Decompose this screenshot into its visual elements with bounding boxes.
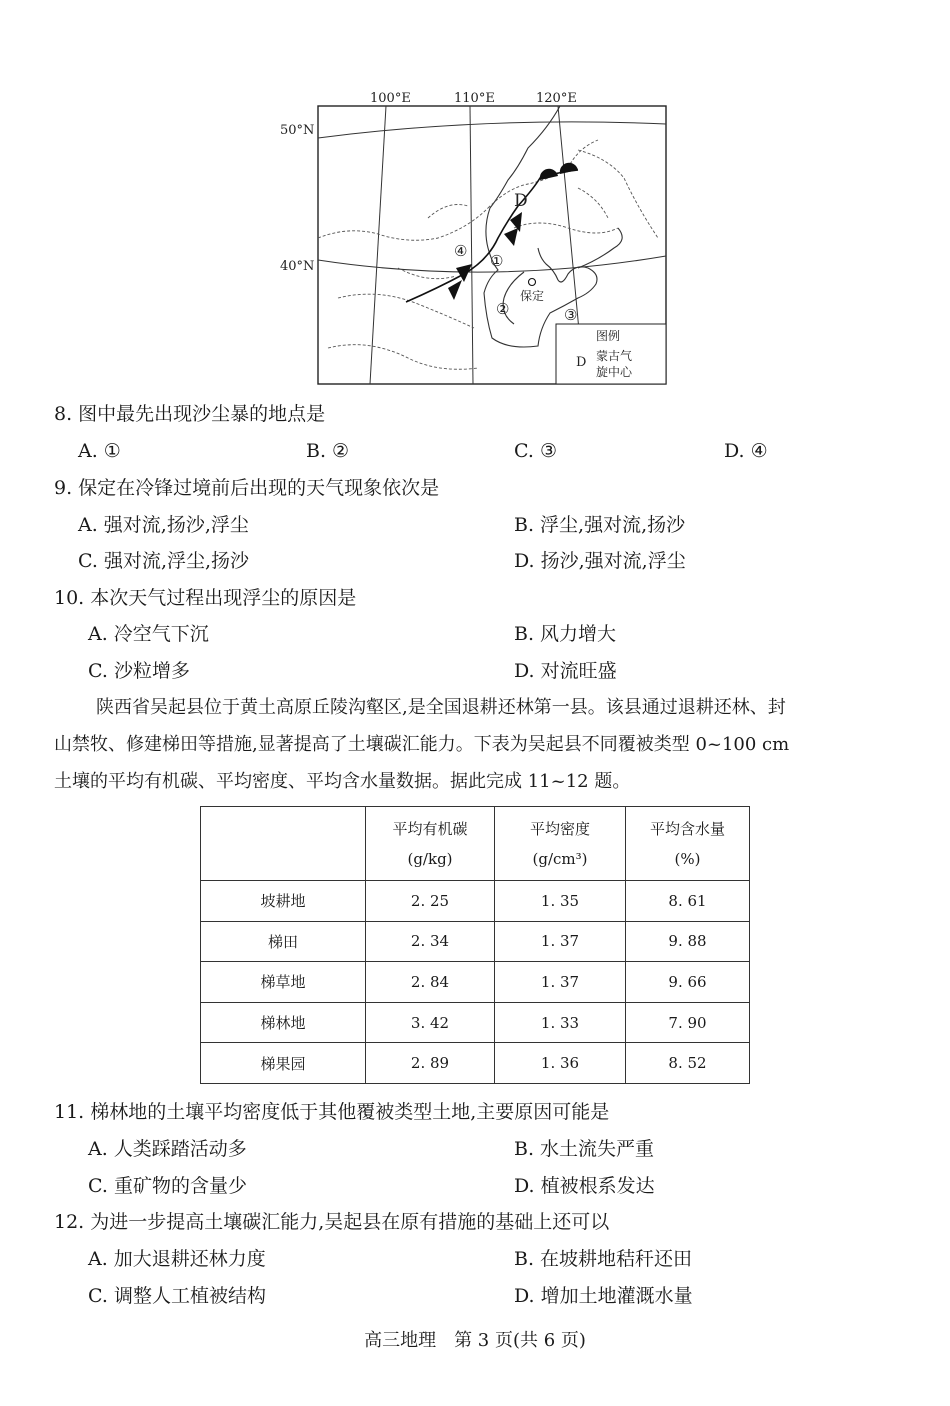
question-8-option-b: B. ② bbox=[306, 440, 350, 462]
table-header-carbon bbox=[366, 807, 495, 881]
location-4-label: ④ bbox=[454, 242, 468, 260]
boundary-1 bbox=[318, 208, 488, 240]
boundary-6 bbox=[328, 345, 478, 370]
legend-symbol: D bbox=[576, 355, 587, 370]
baoding-label: 保定 bbox=[520, 289, 545, 303]
cell-carbon: 2. 25 bbox=[366, 881, 495, 922]
question-8-option-a: A. ① bbox=[78, 440, 121, 462]
lon-label-110: 110°E bbox=[454, 91, 495, 106]
cell-water: 8. 52 bbox=[626, 1043, 750, 1084]
cell-density: 1. 33 bbox=[495, 1002, 626, 1043]
location-1-label: ① bbox=[490, 252, 504, 270]
header-density-unit: (g/cm³) bbox=[532, 849, 588, 868]
question-11-option-d: D. 植被根系发达 bbox=[514, 1175, 655, 1197]
weather-map bbox=[278, 88, 670, 386]
cell-carbon: 2. 84 bbox=[366, 962, 495, 1003]
header-density-name: 平均密度 bbox=[529, 819, 590, 838]
location-3-label: ③ bbox=[564, 306, 578, 324]
longitude-line-110 bbox=[470, 106, 473, 384]
header-water-name: 平均含水量 bbox=[649, 819, 725, 838]
table-row bbox=[201, 1002, 750, 1043]
cell-water: 9. 88 bbox=[626, 921, 750, 962]
question-8-option-c: C. ③ bbox=[514, 440, 557, 462]
question-10-option-a: A. 冷空气下沉 bbox=[88, 623, 209, 645]
longitude-line-100 bbox=[370, 106, 386, 384]
table-row bbox=[201, 881, 750, 922]
warm-front-semicircle-1 bbox=[540, 169, 558, 180]
passage-line-1: 陕西省吴起县位于黄土高原丘陵沟壑区,是全国退耕还林第一县。该县通过退耕还林、封 bbox=[96, 697, 786, 718]
question-9-stem: 9. 保定在冷锋过境前后出现的天气现象依次是 bbox=[54, 477, 440, 499]
cell-type: 坡耕地 bbox=[201, 881, 366, 922]
question-9-option-b: B. 浮尘,强对流,扬沙 bbox=[514, 514, 686, 536]
page-footer: 高三地理 第 3 页(共 6 页) bbox=[364, 1330, 586, 1351]
cell-type: 梯草地 bbox=[201, 962, 366, 1003]
question-12-stem: 12. 为进一步提高土壤碳汇能力,吴起县在原有措施的基础上还可以 bbox=[54, 1211, 610, 1233]
question-10-stem: 10. 本次天气过程出现浮尘的原因是 bbox=[54, 587, 357, 609]
legend-text-2: 旋中心 bbox=[596, 365, 633, 379]
soil-data-table bbox=[200, 806, 750, 1084]
table-row bbox=[201, 962, 750, 1003]
lat-label-40: 40°N bbox=[280, 259, 315, 274]
baoding-marker bbox=[529, 279, 536, 286]
cell-carbon: 2. 89 bbox=[366, 1043, 495, 1084]
front-line bbox=[406, 170, 578, 302]
boundary-8 bbox=[578, 188, 608, 218]
lon-label-120: 120°E bbox=[536, 91, 577, 106]
lat-label-50: 50°N bbox=[280, 123, 315, 138]
question-12-option-c: C. 调整人工植被结构 bbox=[88, 1285, 266, 1307]
header-water-unit: (%) bbox=[674, 849, 701, 868]
table-row bbox=[201, 921, 750, 962]
question-11-stem: 11. 梯林地的土壤平均密度低于其他覆被类型土地,主要原因可能是 bbox=[54, 1101, 610, 1123]
cell-water: 8. 61 bbox=[626, 881, 750, 922]
cell-density: 1. 36 bbox=[495, 1043, 626, 1084]
cold-front-triangle-2 bbox=[456, 264, 472, 282]
boundary-3 bbox=[578, 150, 658, 238]
cold-front-triangle-1 bbox=[448, 280, 462, 300]
cell-density: 1. 37 bbox=[495, 962, 626, 1003]
question-12-option-d: D. 增加土地灌溉水量 bbox=[514, 1285, 693, 1307]
question-9-option-a: A. 强对流,扬沙,浮尘 bbox=[78, 514, 249, 536]
cell-type: 梯林地 bbox=[201, 1002, 366, 1043]
question-11-option-a: A. 人类踩踏活动多 bbox=[88, 1138, 247, 1160]
location-2-label: ② bbox=[496, 300, 510, 318]
cyclone-center-label: D bbox=[514, 191, 528, 211]
passage-line-3: 土壤的平均有机碳、平均密度、平均含水量数据。据此完成 11~12 题。 bbox=[54, 771, 631, 792]
boundary-4 bbox=[338, 294, 474, 328]
map-legend bbox=[556, 324, 666, 384]
question-12-option-a: A. 加大退耕还林力度 bbox=[88, 1248, 266, 1270]
table-header-row bbox=[201, 807, 750, 881]
table-corner-cell bbox=[201, 807, 366, 881]
question-10-option-c: C. 沙粒增多 bbox=[88, 660, 190, 682]
warm-front-semicircle-2 bbox=[560, 163, 578, 174]
cell-density: 1. 35 bbox=[495, 881, 626, 922]
cold-front-triangle-3 bbox=[504, 228, 518, 246]
lon-label-100: 100°E bbox=[370, 91, 411, 106]
cell-type: 梯果园 bbox=[201, 1043, 366, 1084]
cell-carbon: 3. 42 bbox=[366, 1002, 495, 1043]
question-12-option-b: B. 在坡耕地秸秆还田 bbox=[514, 1248, 693, 1270]
cell-water: 7. 90 bbox=[626, 1002, 750, 1043]
table-row bbox=[201, 1043, 750, 1084]
question-10-option-d: D. 对流旺盛 bbox=[514, 660, 617, 682]
passage-line-2: 山禁牧、修建梯田等措施,显著提高了土壤碳汇能力。下表为吴起县不同覆被类型 0~100 cm bbox=[54, 734, 790, 755]
question-8-stem: 8. 图中最先出现沙尘暴的地点是 bbox=[54, 403, 326, 425]
legend-title: 图例 bbox=[596, 329, 621, 343]
cell-type: 梯田 bbox=[201, 921, 366, 962]
question-8-option-d: D. ④ bbox=[724, 440, 768, 462]
question-9-option-d: D. 扬沙,强对流,浮尘 bbox=[514, 550, 686, 572]
table-header-density bbox=[495, 807, 626, 881]
question-11-option-b: B. 水土流失严重 bbox=[514, 1138, 655, 1160]
cell-water: 9. 66 bbox=[626, 962, 750, 1003]
boundary-7 bbox=[514, 223, 618, 233]
header-carbon-name: 平均有机碳 bbox=[392, 819, 468, 838]
cell-carbon: 2. 34 bbox=[366, 921, 495, 962]
peninsula-outline bbox=[578, 228, 622, 268]
question-11-option-c: C. 重矿物的含量少 bbox=[88, 1175, 247, 1197]
legend-text-1: 蒙古气 bbox=[596, 349, 633, 363]
boundary-9 bbox=[428, 205, 468, 219]
table-header-water bbox=[626, 807, 750, 881]
header-carbon-unit: (g/kg) bbox=[407, 849, 453, 868]
latitude-line-50 bbox=[318, 122, 666, 138]
question-9-option-c: C. 强对流,浮尘,扬沙 bbox=[78, 550, 250, 572]
question-10-option-b: B. 风力增大 bbox=[514, 623, 617, 645]
cell-density: 1. 37 bbox=[495, 921, 626, 962]
